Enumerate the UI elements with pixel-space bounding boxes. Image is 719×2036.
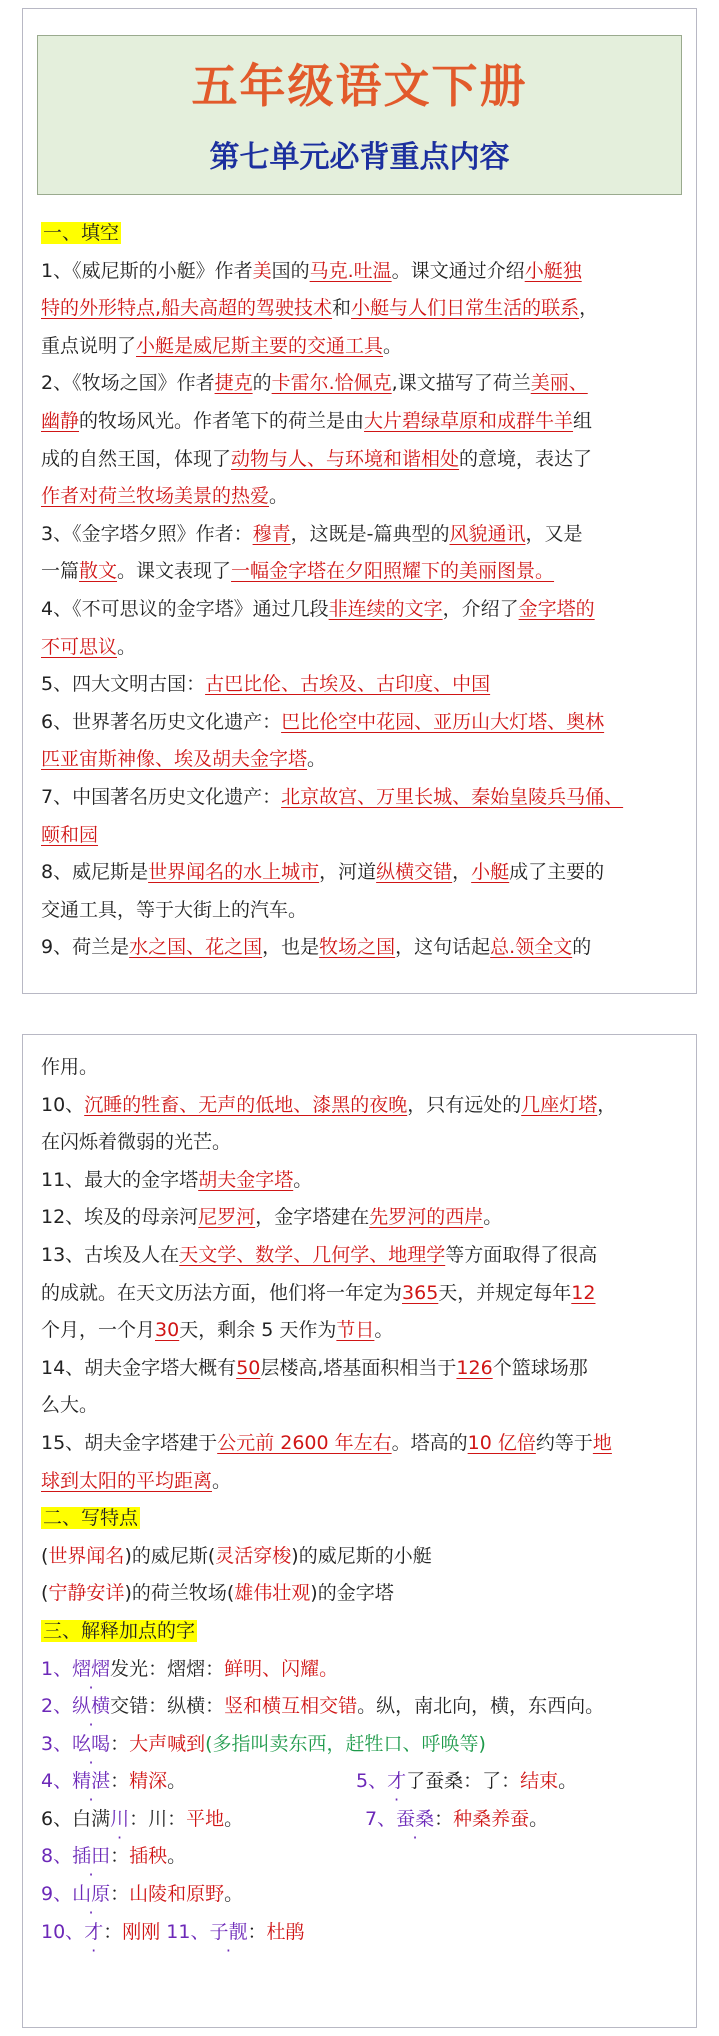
trait-line [41,1575,681,1613]
list-item [41,704,681,742]
text-segment: 天，剩余 5 天作为 [179,1319,337,1342]
text-segment: 古巴比伦、古埃及、古印度、中国 [205,673,491,696]
explain-item [41,1876,681,1914]
content-part-2 [41,1049,681,1951]
list-item [41,1275,681,1313]
list-item [41,1350,681,1388]
text-segment: 10 亿倍 [467,1431,536,1454]
text-segment: 么大。 [41,1394,99,1417]
page-title: 五年级语文下册 [191,59,528,113]
section-heading [41,215,681,253]
text-segment: 3、《金字塔夕照》作者： [41,522,253,545]
text-segment: 5、四大文明古国： [41,673,206,696]
text-segment: 种桑养蚕 [453,1807,530,1830]
text-segment: 等方面取得了很高 [445,1243,598,1266]
text-segment: 精湛 [72,1770,111,1793]
text-segment: )的威尼斯的小艇 [291,1544,432,1567]
text-segment: 插田 [72,1845,111,1868]
text-segment: 的 [572,936,592,959]
text-segment: 30 [155,1319,180,1342]
text-segment: ，这句话起 [395,936,491,959]
text-segment: 山陵和原野 [129,1883,225,1906]
text-segment: 1、 [41,1657,73,1680]
list-item [41,290,681,328]
text-segment: 的 [252,372,272,395]
text-segment: 天文学、数学、几何学、地理学 [179,1243,446,1266]
text-segment: 节日 [336,1319,375,1342]
list-item [41,1162,681,1200]
text-segment: 6、世界著名历史文化遗产： [41,710,282,733]
explain-item [41,1688,681,1726]
text-segment: 8、威尼斯是 [41,861,149,884]
text-segment: 世界闻名的水上城市 [148,861,320,884]
text-segment: 金字塔的 [518,597,595,620]
list-item [41,892,681,930]
list-item [41,1425,681,1463]
explain-item [41,1651,681,1689]
list-item [41,253,681,291]
text-segment: ， [597,1093,617,1116]
text-segment: ，又是 [525,522,583,545]
text-segment: 捷克 [214,372,253,395]
text-segment: 才 [84,1920,104,1943]
text-segment: 宁静安详 [48,1582,125,1605]
text-segment: 3、 [41,1732,73,1755]
text-segment: 一篇 [41,560,80,583]
text-segment: 和 [332,297,352,320]
list-item [41,1049,681,1087]
text-segment: 11、 [160,1920,210,1943]
list-item [41,365,681,403]
text-segment: 球到太阳的平均距离 [41,1469,213,1492]
page-card-2 [22,1034,697,2028]
section-traits: 二、写特点 [43,1507,139,1530]
text-segment: 。 [167,1845,187,1868]
text-segment: 9、 [41,1883,73,1906]
text-segment: 组 [573,409,593,432]
text-segment: 约等于 [535,1431,593,1454]
text-segment: 精深 [129,1770,168,1793]
text-segment: ( [41,1544,49,1567]
text-segment: 熠熠 [72,1657,111,1680]
text-segment: ，河道 [319,861,377,884]
text-segment: ： [434,1807,454,1830]
text-segment: 美丽、 [530,372,588,395]
text-segment: 8、 [41,1845,73,1868]
text-segment: ： [110,1732,130,1755]
text-segment: ，这既是-篇典型的 [290,522,450,545]
text-segment: ， [452,861,472,884]
text-segment: 平地 [186,1807,225,1830]
text-segment: 大片碧绿草原和成群牛羊 [364,409,574,432]
text-segment: 11、最大的金字塔 [41,1168,199,1191]
text-segment: 蚕桑 [396,1807,435,1830]
trait-line [41,1538,681,1576]
section-explain: 三、解释加点的字 [43,1619,196,1642]
text-segment: 。 [529,1807,549,1830]
text-segment: 杜鹃 [266,1920,305,1943]
list-item [41,1199,681,1237]
text-segment: ： [103,1920,123,1943]
text-segment: 一幅金字塔在夕阳照耀下的美丽图景。 [231,560,555,583]
text-segment: 365 [402,1281,439,1304]
text-segment: 山原 [72,1883,111,1906]
text-segment: ： [247,1920,267,1943]
text-segment: 7、中国著名历史文化遗产： [41,785,282,808]
text-segment: 。 [307,748,327,771]
text-segment: 牧场之国 [319,936,396,959]
list-item [41,328,681,366]
explain-item [41,1801,681,1839]
text-segment: 。 [167,1770,187,1793]
text-segment: 。 [224,1883,244,1906]
text-segment: 世界闻名 [48,1544,125,1567]
explain-item [41,1838,681,1876]
list-item [41,553,681,591]
text-segment: 先罗河的西岸 [369,1206,484,1229]
list-item [41,1312,681,1350]
list-item [41,1087,681,1125]
text-segment: 50 [236,1356,261,1379]
text-segment: 特的外形特点,船夫高超的驾驶技术 [41,297,333,320]
text-segment: 的牧场风光。作者笔下的荷兰是由 [79,409,365,432]
text-segment: ( [41,1582,49,1605]
text-segment: 。 [374,1319,394,1342]
list-item [41,591,681,629]
text-segment: 作者对荷兰牧场美景的热爱 [41,485,270,508]
text-segment: 公元前 2600 年左右 [217,1431,392,1454]
text-segment: 大声喊到 [129,1732,206,1755]
list-item [41,1463,681,1501]
text-segment: 了蚕桑：了： [406,1770,521,1793]
text-segment: 。课文通过介绍 [391,259,525,282]
text-segment: 成了主要的 [509,861,605,884]
text-segment: 2、《牧场之国》作者 [41,372,215,395]
text-segment: 15、胡夫金字塔建于 [41,1431,218,1454]
text-segment: 插秧 [129,1845,168,1868]
text-segment: ： [110,1883,130,1906]
text-segment: ，金字塔建在 [255,1206,370,1229]
text-segment: 1、《威尼斯的小艇》作者 [41,259,253,282]
text-segment: 。 [212,1469,232,1492]
page-subtitle: 第七单元必背重点内容 [209,140,510,175]
text-segment: 在闪烁着微弱的光芒。 [41,1131,232,1154]
text-segment: 。 [224,1807,244,1830]
text-segment: 个月，一个月 [41,1319,156,1342]
explain-item [41,1726,681,1764]
text-segment: ，只有远处的 [407,1093,522,1116]
text-segment: 126 [456,1356,493,1379]
text-segment: )的金字塔 [310,1582,394,1605]
text-segment: 胡夫金字塔 [198,1168,294,1191]
text-segment: 总.领全文 [490,936,573,959]
text-segment: ： [110,1845,130,1868]
text-segment: 国的 [271,259,310,282]
text-segment: 。 [558,1770,578,1793]
text-segment: 。 [269,485,289,508]
content-part-1 [41,215,681,967]
list-item [41,666,681,704]
text-segment: 。 [293,1168,313,1191]
text-segment: 天，并规定每年 [438,1281,572,1304]
section-fill-blank: 一、填空 [43,222,120,244]
text-segment: 14、胡夫金字塔大概有 [41,1356,237,1379]
text-segment: ，也是 [262,936,320,959]
text-segment: 美 [252,259,272,282]
text-segment: 作用。 [41,1056,99,1078]
text-segment: 动物与人、与环境和谐相处 [231,447,460,470]
text-segment: 发光：熠熠： [110,1657,225,1680]
text-segment: 马克.吐温 [309,259,392,282]
text-segment: 尼罗河 [198,1206,256,1229]
text-segment: 地 [592,1431,612,1454]
list-item [41,441,681,479]
text-segment: 雄伟壮观 [234,1582,311,1605]
text-segment: 散文 [79,560,118,583]
explain-item [41,1914,681,1952]
text-segment: 。课文表现了 [117,560,232,583]
text-segment: 7、 [365,1807,397,1830]
text-segment: 几座灯塔 [521,1093,598,1116]
text-segment: 个篮球场那 [492,1356,588,1379]
text-segment: 结束 [520,1770,559,1793]
list-item [41,817,681,855]
list-item [41,629,681,667]
text-segment: 。纵，南北向，横，东西向。 [357,1695,605,1718]
text-segment: 沉睡的牲畜、无声的低地、漆黑的夜晚 [84,1093,408,1116]
text-segment: 4、 [41,1770,73,1793]
text-segment: 才 [387,1770,407,1793]
text-segment: 的意境，表达了 [459,447,593,470]
text-segment: 吆喝 [72,1732,111,1755]
text-segment: 。 [483,1206,503,1229]
text-segment: 不可思议 [41,635,118,658]
text-segment: 6、白满 [41,1807,111,1830]
section-heading [41,1613,681,1651]
text-segment: 12 [571,1281,596,1304]
title-banner [37,35,682,195]
page-card-1 [22,8,697,994]
text-segment: 9、荷兰是 [41,936,130,959]
list-item [41,516,681,554]
text-segment: 鲜明、闪耀。 [224,1657,339,1680]
list-item [41,1237,681,1275]
text-segment: 。 [117,635,137,658]
text-segment: 竖和横互相交错 [224,1695,358,1718]
text-segment: 匹亚宙斯神像、埃及胡夫金字塔 [41,748,308,771]
text-segment: 子靓 [209,1920,248,1943]
text-segment: )的威尼斯( [124,1544,216,1567]
list-item [41,1387,681,1425]
text-segment: 纵横交错 [376,861,453,884]
text-segment: 10、 [41,1920,85,1943]
text-segment: 4、《不可思议的金字塔》通过几段 [41,597,329,620]
explain-item [41,1763,681,1801]
text-segment: 川 [110,1807,130,1830]
text-segment: 交错：纵横： [110,1695,225,1718]
text-segment: 5、 [356,1770,388,1793]
text-segment: 2、 [41,1695,73,1718]
text-segment: 颐和园 [41,823,99,846]
text-segment: 。 [383,334,403,357]
text-segment: 重点说明了 [41,334,137,357]
text-segment: ,课文描写了荷兰 [391,372,531,395]
text-segment: 成的自然王国，体现了 [41,447,232,470]
list-item [41,478,681,516]
text-segment: 13、古埃及人在 [41,1243,180,1266]
text-segment: ： [110,1770,130,1793]
list-item [41,854,681,892]
text-segment: 10、 [41,1093,85,1116]
text-segment: 水之国、花之国 [129,936,263,959]
list-item [41,929,681,967]
text-segment: 交通工具，等于大街上的汽车。 [41,898,308,921]
text-segment: ， [579,297,599,320]
text-segment: 小艇与人们日常生活的联系 [351,297,580,320]
text-segment: 北京故宫、万里长城、秦始皇陵兵马俑、 [281,785,624,808]
text-segment: 12、埃及的母亲河 [41,1206,199,1229]
list-item [41,741,681,779]
text-segment: 小艇 [471,861,510,884]
text-segment: (多指叫卖东西，赶牲口、呼唤等) [205,1732,486,1755]
list-item [41,779,681,817]
text-segment: 非连续的文字 [328,597,443,620]
text-segment: )的荷兰牧场( [124,1582,235,1605]
list-item [41,1124,681,1162]
text-segment: 巴比伦空中花园、亚历山大灯塔、奥林 [281,710,605,733]
text-segment: 小艇独 [524,259,582,282]
text-segment: 卡雷尔.恰佩克 [271,372,392,395]
text-segment: 小艇是威尼斯主要的交通工具 [136,334,384,357]
text-segment: 刚刚 [122,1920,161,1943]
section-heading [41,1500,681,1538]
text-segment: 风貌通讯 [449,522,526,545]
list-item [41,403,681,441]
text-segment: 纵横 [72,1695,111,1718]
text-segment: 层楼高,塔基面积相当于 [260,1356,457,1379]
text-segment: 的成就。在天文历法方面，他们将一年定为 [41,1281,403,1304]
text-segment: 灵活穿梭 [215,1544,292,1567]
text-segment: 。塔高的 [391,1431,468,1454]
text-segment: 幽静 [41,409,80,432]
text-segment: 穆青 [252,522,291,545]
text-segment: ，介绍了 [442,597,519,620]
text-segment: ：川： [129,1807,187,1830]
